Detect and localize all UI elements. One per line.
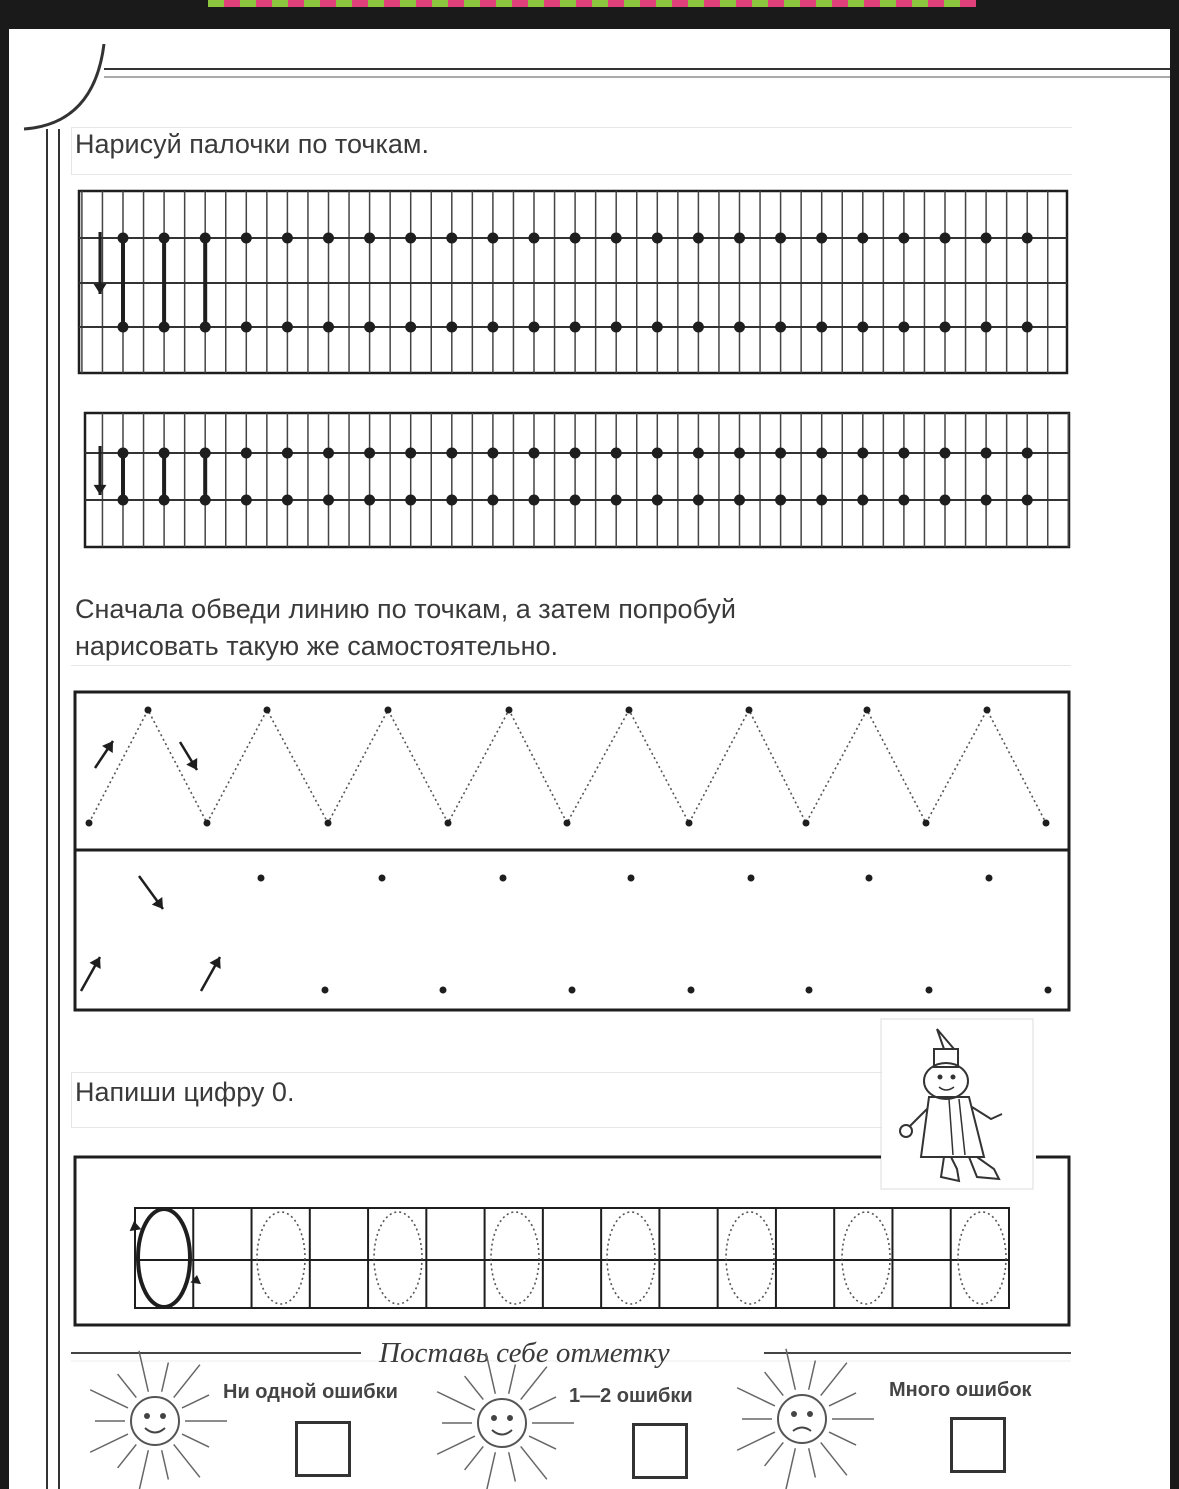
sun-ray — [786, 1448, 795, 1489]
rating-title: Поставь себе отметку — [379, 1337, 670, 1369]
sun-ray — [765, 1442, 784, 1465]
checkbox-no-mistakes[interactable] — [295, 1421, 351, 1477]
worksheet-page — [9, 29, 1170, 1489]
sun-ray — [737, 1388, 775, 1406]
rating-label-few-mistakes: 1—2 ошибки — [569, 1385, 693, 1407]
instruction-sticks: Нарисуй палочки по точкам. — [75, 129, 429, 159]
instruction-zigzag-line-1: Сначала обведи линию по точкам, а затем попробуй — [75, 594, 736, 624]
sun-ray — [737, 1432, 775, 1450]
sun-ray — [786, 1349, 795, 1390]
checkbox-few-mistakes[interactable] — [632, 1423, 688, 1479]
sun-ray — [829, 1432, 856, 1445]
rating-label-no-mistakes: Ни одной ошибки — [223, 1381, 398, 1403]
sun-mouth — [793, 1428, 811, 1432]
rating-label-many-mistakes: Много ошибок — [889, 1379, 1032, 1401]
sun-eye — [791, 1411, 797, 1417]
sun-face — [778, 1395, 826, 1443]
instruction-digit: Напиши цифру 0. — [75, 1077, 295, 1107]
decorative-top-strip — [208, 0, 970, 7]
sun-ray — [809, 1448, 816, 1477]
sun-eye — [807, 1411, 813, 1417]
sun-ray — [809, 1361, 816, 1390]
sun-ray — [821, 1442, 847, 1475]
sun-ray — [829, 1393, 856, 1406]
sun-ray — [765, 1372, 784, 1395]
sun-ray — [821, 1363, 847, 1396]
checkbox-many-mistakes[interactable] — [950, 1417, 1006, 1473]
instruction-zigzag-line-2: нарисовать такую же самостоятельно. — [75, 631, 558, 661]
sad-sun-icon — [9, 29, 1170, 1489]
